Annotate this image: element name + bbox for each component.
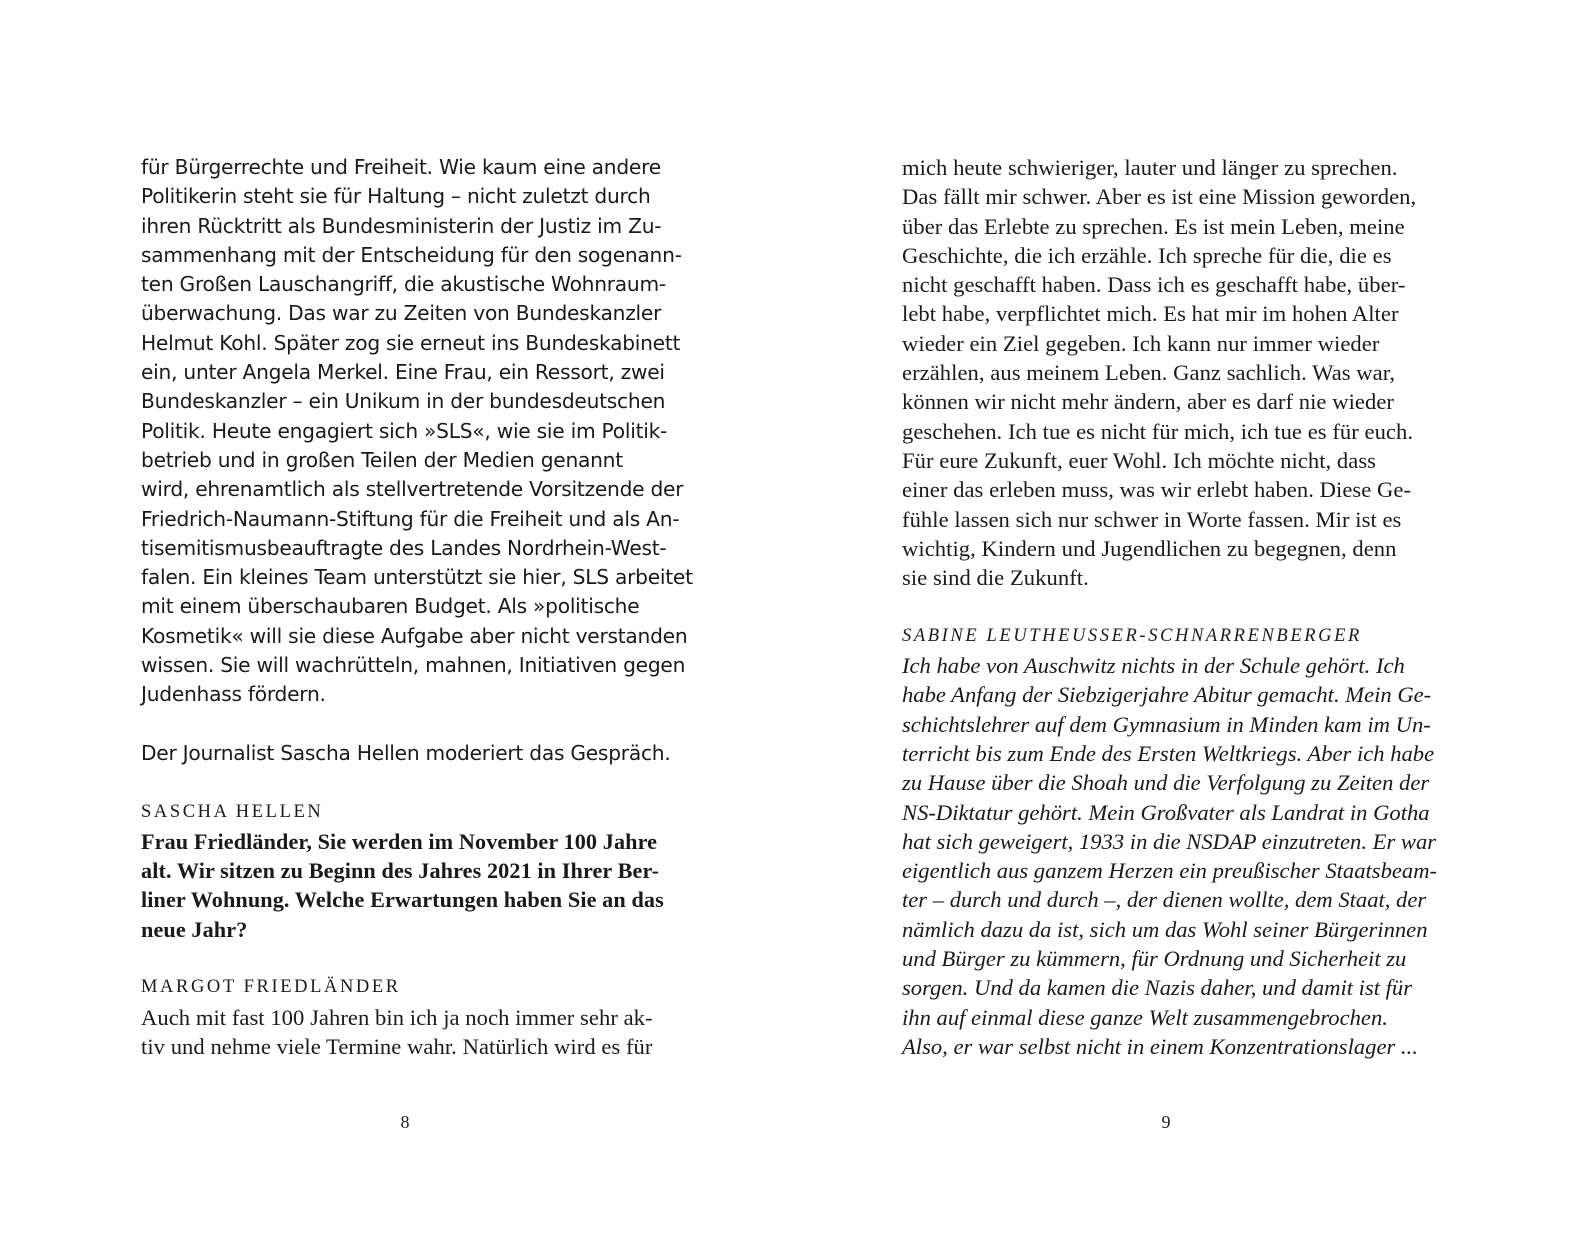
text-line: ten Großen Lauschangriff, die akustische Wohnraum-: [141, 272, 666, 297]
answer-line: über das Erlebte zu sprechen. Es ist mein Leben, meine: [902, 213, 1405, 239]
text-line: Judenhass fördern.: [141, 682, 326, 707]
text-line: überwachung. Das war zu Zeiten von Bundeskanzler: [141, 301, 662, 326]
statement-line: ihn auf einmal diese ganze Welt zusammengebrochen.: [902, 1004, 1388, 1030]
page-number: 9: [1161, 1112, 1171, 1132]
text-line: wird, ehrenamtlich als stellvertretende Vorsitzende der: [141, 477, 684, 502]
statement-line: hat sich geweigert, 1933 in die NSDAP einzutreten. Er war: [902, 828, 1437, 854]
text-line: betrieb und in großen Teilen der Medien genannt: [141, 447, 623, 472]
statement-line: ter – durch und durch –, der dienen wollte, dem Staat, der: [902, 887, 1427, 913]
paragraph-gap: [141, 944, 686, 973]
text-line: Bundeskanzler – ein Unikum in der bundesdeutschen: [141, 389, 666, 414]
statement-line: und Bürger zu kümmern, für Ordnung und Sicherheit zu: [902, 946, 1407, 972]
text-line: Friedrich-Naumann-Stiftung für die Freiheit und als An-: [141, 506, 680, 531]
answer-line: nicht geschafft haben. Dass ich es geschafft habe, über-: [902, 272, 1406, 298]
paragraph-gap: [902, 592, 1447, 621]
answer-line: tiv und nehme viele Termine wahr. Natürlich wird es für: [141, 1033, 653, 1059]
answer-block: [141, 1003, 686, 1062]
statement-line: schichtslehrer auf dem Gymnasium in Minden kam im Un-: [902, 711, 1431, 737]
answer-line: Geschichte, die ich erzähle. Ich spreche für die, die es: [902, 242, 1392, 268]
answer-line: erzählen, aus meinem Leben. Ganz sachlich. Was war,: [902, 360, 1396, 386]
statement-line: sorgen. Und da kamen die Nazis daher, und damit ist für: [902, 975, 1413, 1001]
question-line: liner Wohnung. Welche Erwartungen haben Sie an das: [141, 887, 664, 913]
answer-line: geschehen. Ich tue es nicht für mich, ich tue es für euch.: [902, 418, 1414, 444]
answer-line: mich heute schwieriger, lauter und länger zu sprechen.: [902, 155, 1398, 180]
text-line: Politikerin steht sie für Haltung – nicht zuletzt durch: [141, 184, 651, 209]
statement-line: NS-Diktatur gehört. Mein Großvater als Landrat in Gotha: [902, 799, 1430, 825]
statement-line: terricht bis zum Ende des Ersten Weltkriegs. Aber ich habe: [902, 740, 1435, 766]
answer-line: fühle lassen sich nur schwer in Worte fassen. Mir ist es: [902, 506, 1402, 532]
statement-line: habe Anfang der Siebzigerjahre Abitur gemacht. Mein Ge-: [902, 682, 1432, 708]
answer-line: Das fällt mir schwer. Aber es ist eine Mission geworden,: [902, 184, 1417, 210]
text-line: sammenhang mit der Entscheidung für den sogenann-: [141, 242, 682, 267]
statement-line: eigentlich aus ganzem Herzen ein preußischer Staatsbeam-: [902, 858, 1438, 884]
question-line: neue Jahr?: [141, 916, 248, 942]
question-line: Frau Friedländer, Sie werden im November 100 Jahre: [141, 828, 658, 854]
text-line: wissen. Sie will wachrütteln, mahnen, Initiativen gegen: [141, 653, 686, 678]
question-block: [141, 827, 686, 944]
text-line: ihren Rücktritt als Bundesministerin der Justiz im Zu-: [141, 213, 662, 238]
italic-statement-block: [902, 651, 1447, 1061]
left-text-column: [141, 153, 693, 1061]
statement-line: Ich habe von Auschwitz nichts in der Schule gehört. Ich: [902, 653, 1405, 679]
text-line: ein, unter Angela Merkel. Eine Frau, ein Ressort, zwei: [141, 360, 665, 385]
text-line: für Bürgerrechte und Freiheit. Wie kaum eine andere: [141, 155, 661, 179]
speaker-name-sascha-hellen: SASCHA HELLEN: [141, 801, 324, 822]
answer-line: Für eure Zukunft, euer Wohl. Ich möchte nicht, dass: [902, 447, 1377, 473]
paragraph-gap: [141, 768, 686, 797]
question-line: alt. Wir sitzen zu Beginn des Jahres 2021 in Ihrer Ber-: [141, 858, 660, 884]
text-line: tisemitismusbeauftragte des Landes Nordrhein-West-: [141, 535, 667, 560]
answer-line: Auch mit fast 100 Jahren bin ich ja noch immer sehr ak-: [141, 1004, 653, 1030]
statement-line: Also, er war selbst nicht in einem Konzentrationslager ...: [902, 1033, 1418, 1059]
paragraph-gap: [141, 710, 686, 739]
text-line: mit einem überschaubaren Budget. Als »politische: [141, 594, 640, 619]
answer-continuation: [902, 153, 1447, 592]
statement-line: nämlich dazu da ist, sich um das Wohl seiner Bürgerinnen: [902, 916, 1428, 942]
answer-line: lebt habe, verpflichtet mich. Es hat mir im hohen Alter: [902, 301, 1399, 327]
statement-line: zu Hause über die Shoah und die Verfolgung zu Zeiten der: [902, 770, 1430, 796]
right-text-column: [902, 153, 1447, 1061]
intro-paragraph: [141, 153, 693, 710]
answer-line: einer das erleben muss, was wir erlebt haben. Diese Ge-: [902, 477, 1412, 503]
speaker-name-margot-friedlaender: MARGOT FRIEDLÄNDER: [141, 977, 401, 998]
text-line: Helmut Kohl. Später zog sie erneut ins Bundeskabinett: [141, 330, 681, 355]
right-page: [797, 0, 1594, 1240]
answer-line: wichtig, Kindern und Jugendlichen zu begegnen, denn: [902, 535, 1397, 561]
answer-line: können wir nicht mehr ändern, aber es darf nie wieder: [902, 389, 1394, 415]
text-line: Kosmetik« will sie diese Aufgabe aber nicht verstanden: [141, 623, 688, 648]
text-line: falen. Ein kleines Team unterstützt sie hier, SLS arbeitet: [141, 565, 693, 590]
answer-line: wieder ein Ziel gegeben. Ich kann nur immer wieder: [902, 330, 1380, 356]
text-line: Politik. Heute engagiert sich »SLS«, wie sie im Politik-: [141, 418, 668, 443]
page-number: 8: [400, 1112, 410, 1132]
answer-line: sie sind die Zukunft.: [902, 565, 1089, 591]
moderator-note: Der Journalist Sascha Hellen moderiert das Gespräch.: [141, 740, 671, 765]
speaker-name-sabine-leutheusser-schnarrenberger: SABINE LEUTHEUSSER-SCHNARRENBERGER: [902, 625, 1362, 646]
